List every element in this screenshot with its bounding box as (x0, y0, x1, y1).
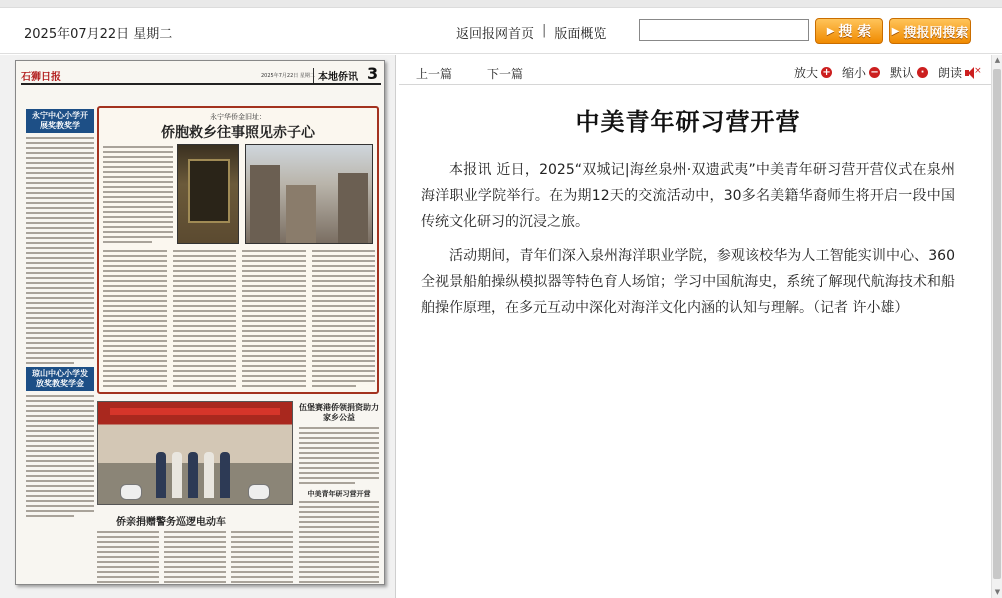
reset-icon: · (917, 67, 928, 78)
article-pane (399, 55, 1002, 598)
page-thumbnail-pane (0, 55, 396, 598)
overview-link[interactable]: 版面概览 (554, 27, 607, 42)
minus-icon: − (870, 67, 879, 78)
newspaper-page-date: 2025年7月22日 星期二 (261, 73, 315, 79)
speaker-muted-icon: × (965, 67, 977, 79)
sidebar-column (26, 109, 94, 569)
home-link[interactable]: 返回报网首页 (456, 27, 535, 42)
search-button-label: 搜 索 (838, 24, 872, 40)
article-paragraph: 活动期间，青年们深入泉州海洋职业学院，参观该校华为人工智能实训中心、360全视景船舶操纵模拟器等特色育人场馆；学习中国航海史，系统了解现代航海技术和船舶操作原理，在多元互动中深化对海洋文化内涵的认知与理解。（记者 许小雄） (421, 248, 955, 316)
scroll-up-icon[interactable]: ▲ (994, 56, 1001, 64)
zoom-in-button[interactable] (794, 64, 832, 81)
story-area-main[interactable] (97, 106, 379, 394)
site-search-button[interactable] (889, 18, 971, 44)
arrow-icon: ▶ (891, 25, 900, 37)
article-body (399, 86, 977, 598)
header-date: 2025年07月22日 星期二 (24, 27, 173, 42)
story-area-sidebar-1[interactable]: 永宁中心小学开展奖教奖学 (26, 109, 94, 133)
default-size-label: 默认 (890, 66, 915, 80)
donation-ceremony-photo[interactable] (97, 401, 293, 505)
header-links (456, 23, 606, 42)
story-area-sidebar-2[interactable]: 琼山中心小学发放奖教奖学金 (26, 367, 94, 391)
newspaper-page-number: 3 (367, 64, 379, 83)
article-paragraph: 本报讯 近日，2025“双城记|海丝泉州·双遗武夷”中美青年研习营开营仪式在泉州海洋职业学院举行。在为期12天的交流活动中，30多名美籍华裔师生将开启一段中国传统文化研习的沉浸之旅。 (421, 162, 955, 230)
story-4-headline[interactable]: 中美青年研习营开营 (307, 490, 371, 498)
zoom-in-label: 放大 (794, 66, 819, 80)
text-block (299, 501, 379, 585)
read-aloud-label: 朗读 (938, 66, 963, 80)
scroll-down-icon[interactable]: ▼ (994, 588, 1001, 596)
read-aloud-button[interactable] (938, 64, 982, 81)
default-size-button[interactable] (890, 64, 928, 81)
old-buildings-photo (245, 144, 373, 244)
story-2-headline[interactable]: 侨亲捐赠警务巡逻电动车 (116, 517, 226, 528)
next-article-link[interactable]: 下一篇 (487, 67, 524, 81)
zoom-out-label: 缩小 (842, 66, 867, 80)
prev-article-link[interactable]: 上一篇 (416, 67, 453, 81)
scrollbar-thumb[interactable] (993, 69, 1001, 579)
story-2-columns (97, 531, 293, 585)
vertical-scrollbar[interactable] (991, 55, 1002, 598)
main-story-columns (103, 250, 375, 390)
text-block (103, 146, 173, 246)
main-story-kicker: 永宁华侨金旧址： (210, 113, 266, 121)
text-tools (794, 64, 982, 81)
arrow-icon: ▶ (826, 25, 835, 37)
article-toolbar (399, 55, 991, 85)
site-search-button-label: 搜报网搜索 (903, 25, 969, 41)
top-strip (0, 0, 1002, 8)
plus-icon: + (822, 67, 831, 78)
memorial-plaque-photo (177, 144, 239, 244)
text-block (26, 395, 94, 517)
newspaper-logo: 石狮日报 (21, 72, 61, 83)
search-button[interactable] (815, 18, 883, 44)
main-story-headline: 侨胞救乡往事照见赤子心 (161, 125, 315, 141)
link-separator: | (542, 23, 547, 38)
site-header (0, 8, 1002, 54)
text-block (299, 427, 379, 487)
search-input[interactable] (639, 19, 809, 41)
story-3-headline[interactable]: 伍堡赛港侨领捐资助力家乡公益 (299, 403, 379, 422)
article-title: 中美青年研习营开营 (575, 108, 801, 136)
newspaper-section: 本地侨讯 (313, 68, 358, 83)
zoom-out-button[interactable] (842, 64, 880, 81)
text-block (26, 137, 94, 364)
newspaper-masthead (21, 64, 381, 85)
newspaper-page-image[interactable] (15, 60, 385, 585)
